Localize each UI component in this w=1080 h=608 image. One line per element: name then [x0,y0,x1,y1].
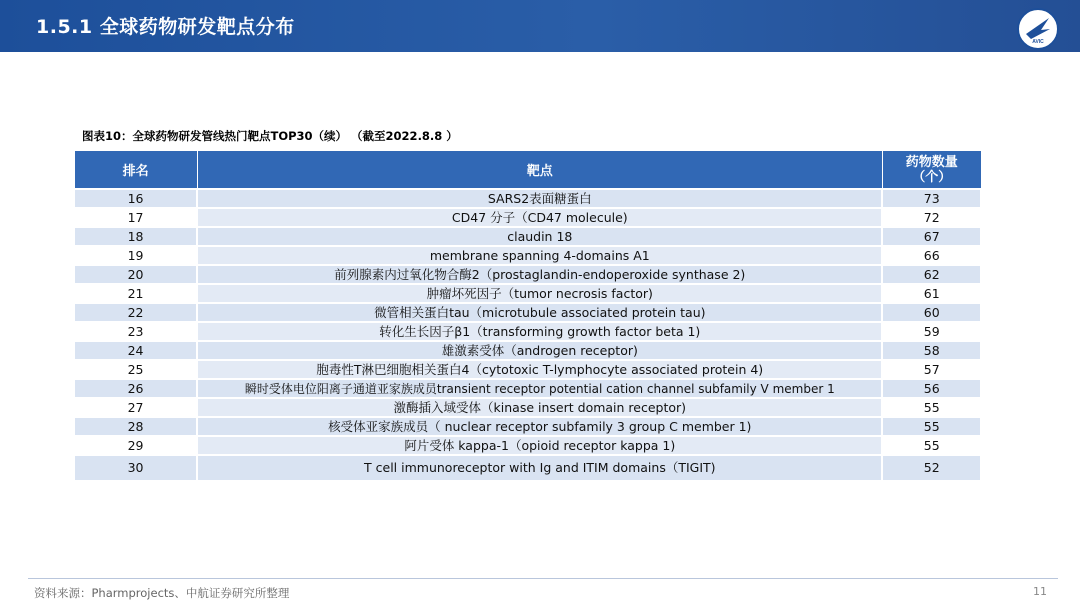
table-row [74,341,981,360]
column-header-count-line1: 药物数量 [905,154,958,170]
table-row [74,303,981,322]
target-cell: membrane spanning 4-domains A1 [197,246,882,265]
target-cell: 胞毒性T淋巴细胞相关蛋白4（cytotoxic T-lymphocyte associated protein 4) [197,360,882,379]
table-row [74,322,981,341]
count-cell: 72 [882,208,981,227]
count-cell: 59 [882,322,981,341]
count-cell: 52 [882,455,981,481]
rank-cell: 28 [74,417,197,436]
count-cell: 55 [882,398,981,417]
rank-cell: 30 [74,455,197,481]
count-cell: 56 [882,379,981,398]
table-row [74,417,981,436]
count-cell: 61 [882,284,981,303]
target-cell: T cell immunoreceptor with Ig and ITIM domains（TIGIT) [197,455,882,481]
count-cell: 55 [882,436,981,455]
column-header-target: 靶点 [197,151,882,190]
header-bar [0,0,1080,52]
avic-logo [1017,8,1059,50]
page-title: 1.5.1 全球药物研发靶点分布 [36,16,295,38]
rank-cell: 22 [74,303,197,322]
avic-logo-icon [1019,10,1057,48]
target-cell: 阿片受体 kappa-1（opioid receptor kappa 1) [197,436,882,455]
table-row [74,189,981,208]
target-cell: SARS2表面糖蛋白 [197,189,882,208]
count-cell: 67 [882,227,981,246]
targets-table [73,150,982,482]
rank-cell: 18 [74,227,197,246]
rank-cell: 25 [74,360,197,379]
count-cell: 58 [882,341,981,360]
column-header-rank: 排名 [74,151,197,190]
target-cell: 微管相关蛋白tau（microtubule associated protein tau) [197,303,882,322]
data-source-note: 资料来源：Pharmprojects、中航证券研究所整理 [34,586,290,600]
rank-cell: 27 [74,398,197,417]
target-cell: claudin 18 [197,227,882,246]
rank-cell: 26 [74,379,197,398]
count-cell: 73 [882,189,981,208]
page-number: 11 [1033,585,1047,598]
table-row [74,455,981,481]
count-cell: 60 [882,303,981,322]
table-row [74,379,981,398]
target-cell: 激酶插入域受体（kinase insert domain receptor) [197,398,882,417]
target-cell: CD47 分子（CD47 molecule) [197,208,882,227]
target-cell: 肿瘤坏死因子（tumor necrosis factor) [197,284,882,303]
rank-cell: 23 [74,322,197,341]
rank-cell: 20 [74,265,197,284]
target-cell: 核受体亚家族成员（ nuclear receptor subfamily 3 group C member 1) [197,417,882,436]
count-cell: 66 [882,246,981,265]
column-header-count [882,151,981,190]
target-cell: 转化生长因子β1（transforming growth factor beta 1) [197,322,882,341]
table-header-row [74,151,981,190]
rank-cell: 17 [74,208,197,227]
table-row [74,227,981,246]
table-row [74,436,981,455]
table-row [74,284,981,303]
footer-divider [28,578,1058,579]
rank-cell: 16 [74,189,197,208]
rank-cell: 19 [74,246,197,265]
target-cell: 前列腺素内过氧化物合酶2（prostaglandin-endoperoxide synthase 2) [197,265,882,284]
figure-caption: 图表10：全球药物研发管线热门靶点TOP30（续） （截至2022.8.8 ） [82,129,458,143]
rank-cell: 21 [74,284,197,303]
logo-text: AVIC [1032,39,1044,45]
table-row [74,360,981,379]
table-row [74,246,981,265]
target-cell: 瞬时受体电位阳离子通道亚家族成员transient receptor potential cation channel subfamily V member 1 [197,379,882,398]
rank-cell: 29 [74,436,197,455]
count-cell: 55 [882,417,981,436]
target-cell: 雄激素受体（androgen receptor) [197,341,882,360]
table-row [74,208,981,227]
count-cell: 62 [882,265,981,284]
rank-cell: 24 [74,341,197,360]
table-row [74,398,981,417]
table-row [74,265,981,284]
column-header-count-line2: （个） [912,169,952,185]
count-cell: 57 [882,360,981,379]
